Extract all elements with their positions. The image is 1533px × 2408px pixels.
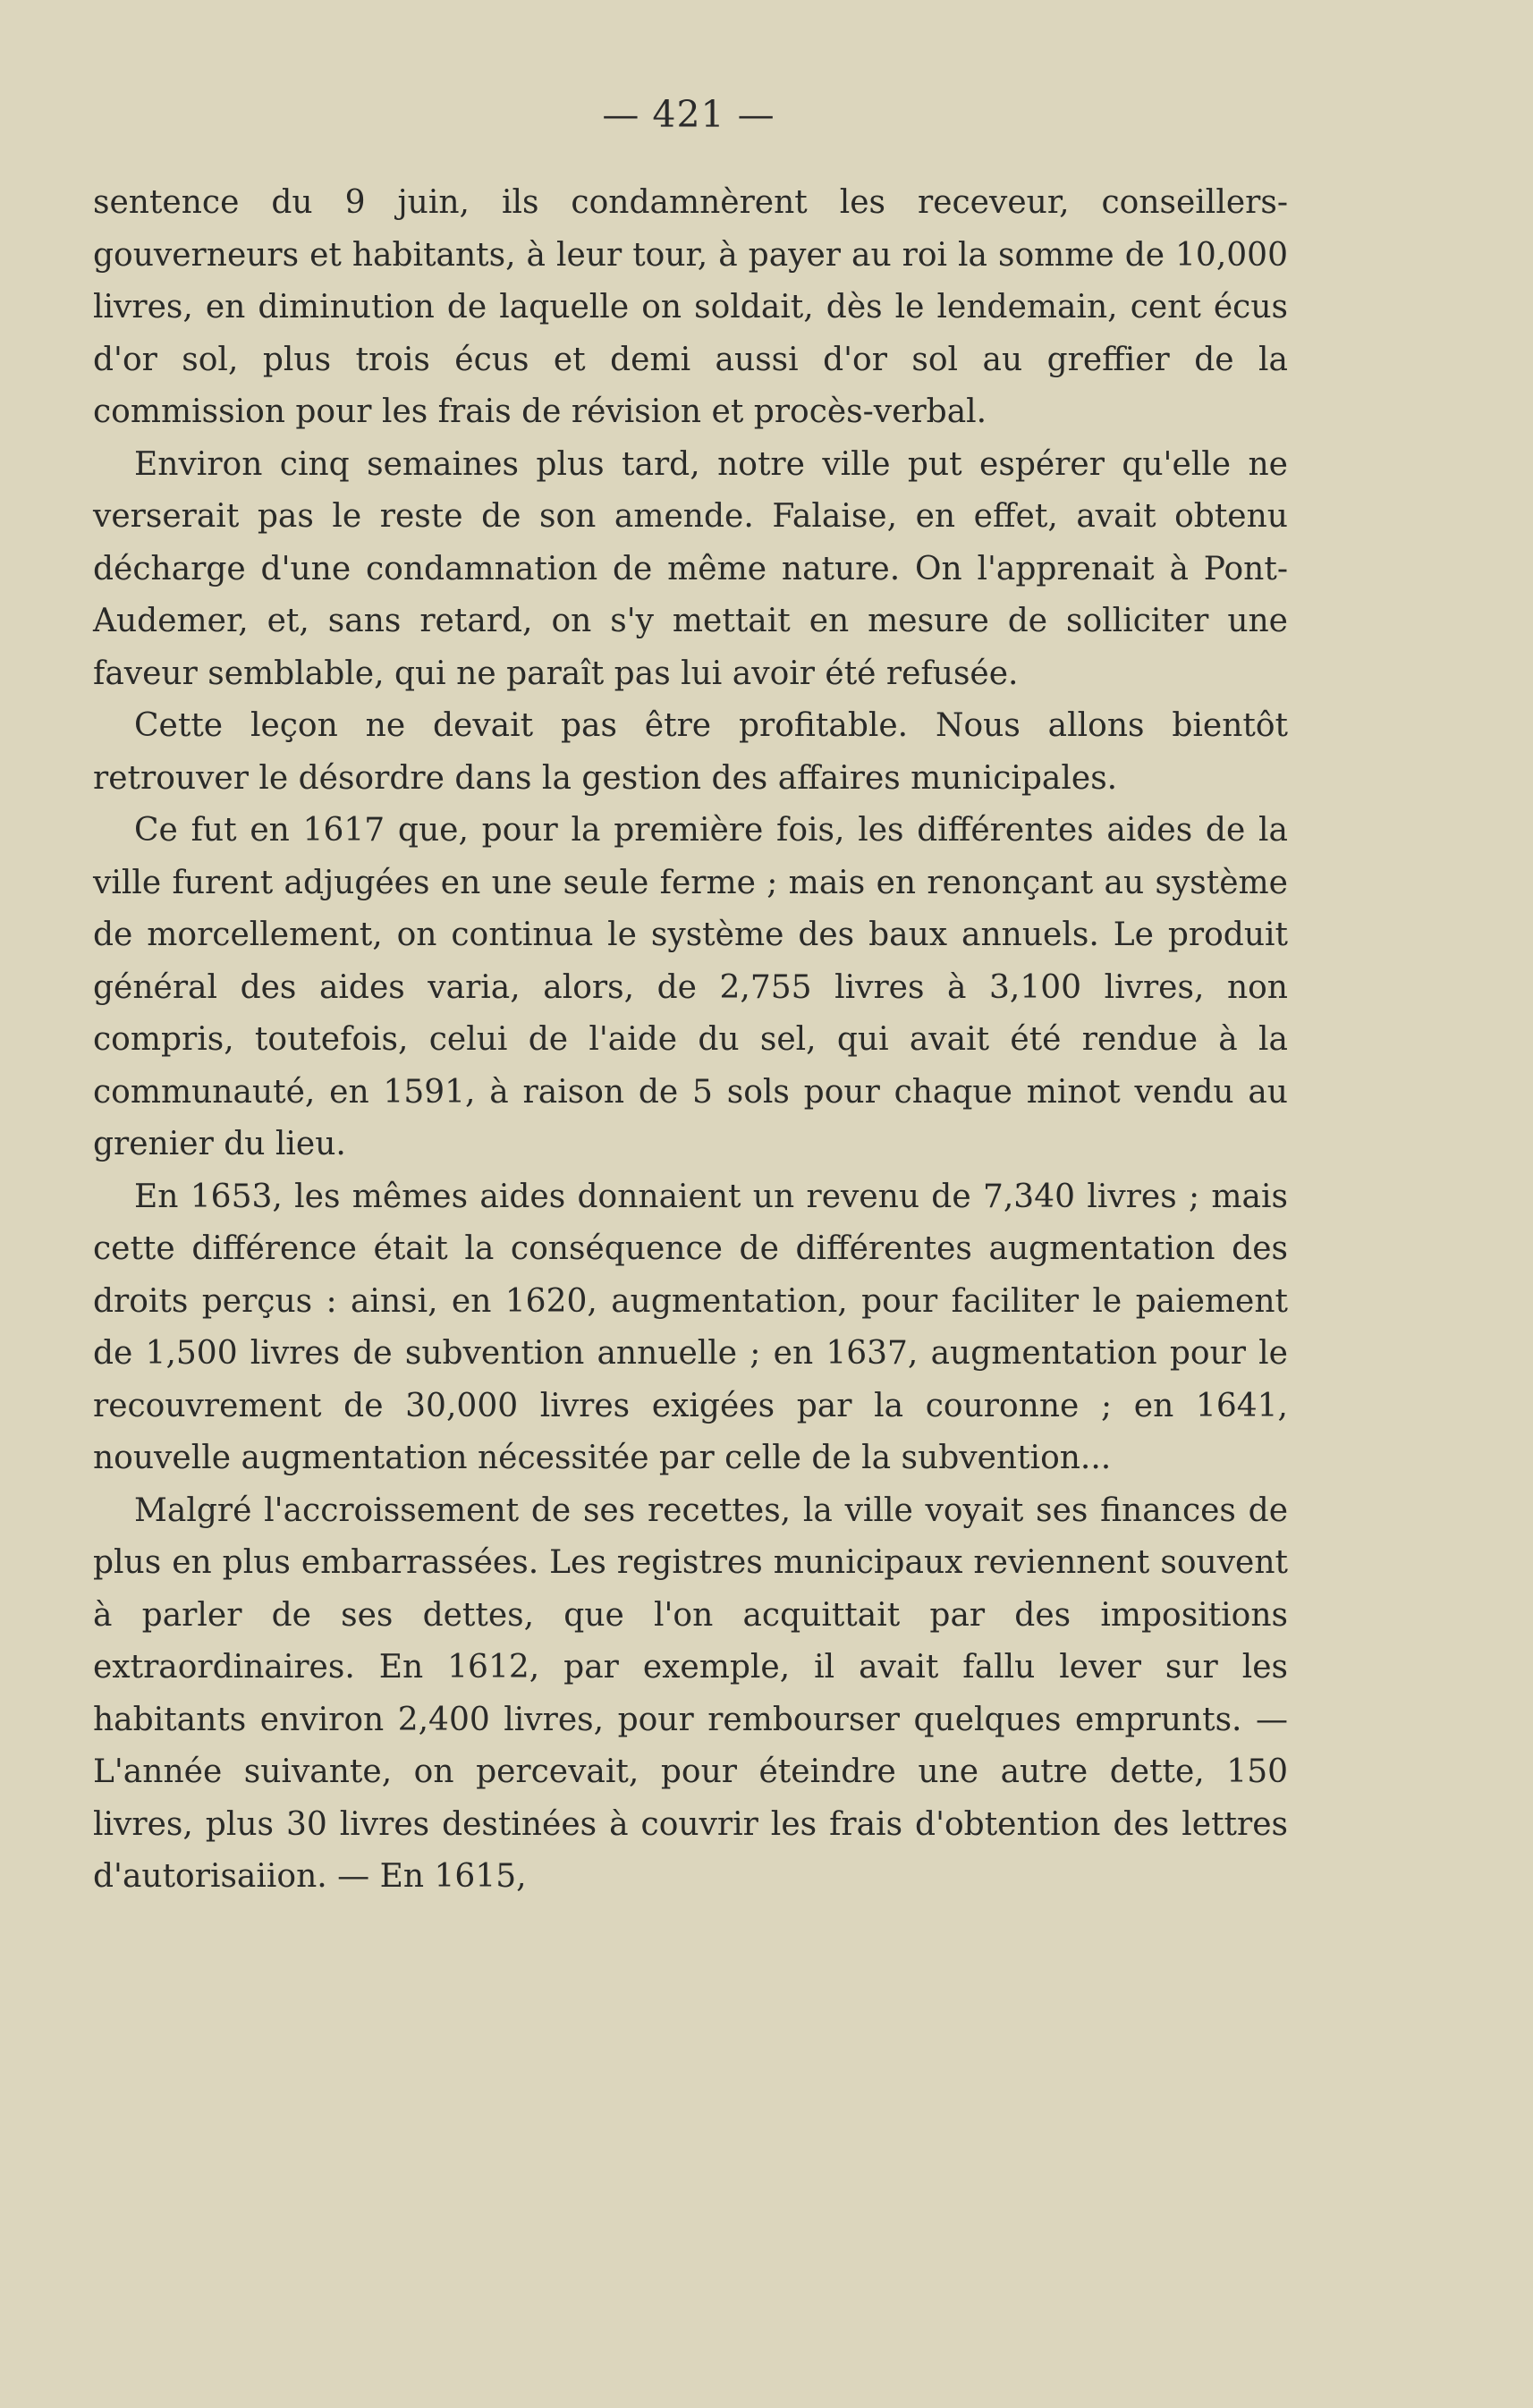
paragraph-2: Environ cinq semaines plus tard, notre ville put espérer qu'elle ne verserait pas le reste de son amende. Falaise, en effet, avait obtenu décharge d'une condamnation de même nature. On l'apprenait à Pont-Audemer, et, sans retard, on s'y mettait en mesure de solliciter une faveur semblable, qui ne paraît pas lui avoir été refusée.	[93, 445, 1288, 692]
body-text	[93, 177, 1288, 1904]
page-number: — 421 —	[602, 93, 775, 136]
paragraph-5: En 1653, les mêmes aides donnaient un revenu de 7,340 livres ; mais cette différence était la conséquence de différentes augmentation des droits perçus : ainsi, en 1620, augmentation, pour faciliter le paiement de 1,500 livres de subvention annuelle ; en 1637, augmentation pour le recouvrement de 30,000 livres exigées par la couronne ; en 1641, nouvelle augmentation nécessitée par celle de la subvention...	[93, 1178, 1288, 1476]
paragraph-6: Malgré l'accroissement de ses recettes, la ville voyait ses finances de plus en plus embarrassées. Les registres municipaux reviennent souvent à parler de ses dettes, que l'on acquittait par des impositions extraordinaires. En 1612, par exemple, il avait fallu lever sur les habitants environ 2,400 livres, pour rembourser quelques emprunts. — L'année suivante, on percevait, pour éteindre une autre dette, 150 livres, plus 30 livres destinées à couvrir les frais d'obtention des lettres d'autorisaiion. — En 1615,	[93, 1491, 1288, 1895]
paragraph-4: Ce fut en 1617 que, pour la première fois, les différentes aides de la ville furent adjugées en une seule ferme ; mais en renonçant au système de morcellement, on continua le système des baux annuels. Le produit général des aides varia, alors, de 2,755 livres à 3,100 livres, non compris, toutefois, celui de l'aide du sel, qui avait été rendue à la communauté, en 1591, à raison de 5 sols pour chaque minot vendu au grenier du lieu.	[93, 812, 1288, 1162]
paragraph-3: Cette leçon ne devait pas être profitable. Nous allons bientôt retrouver le désordre dans la gestion des affaires municipales.	[93, 707, 1288, 797]
paragraph-1: sentence du 9 juin, ils condamnèrent les receveur, conseillers-gouverneurs et habitants, à leur tour, à payer au roi la somme de 10,000 livres, en diminution de laquelle on soldait, dès le lendemain, cent écus d'or sol, plus trois écus et demi aussi d'or sol au greffier de la commission pour les frais de révision et procès-verbal.	[93, 184, 1288, 430]
